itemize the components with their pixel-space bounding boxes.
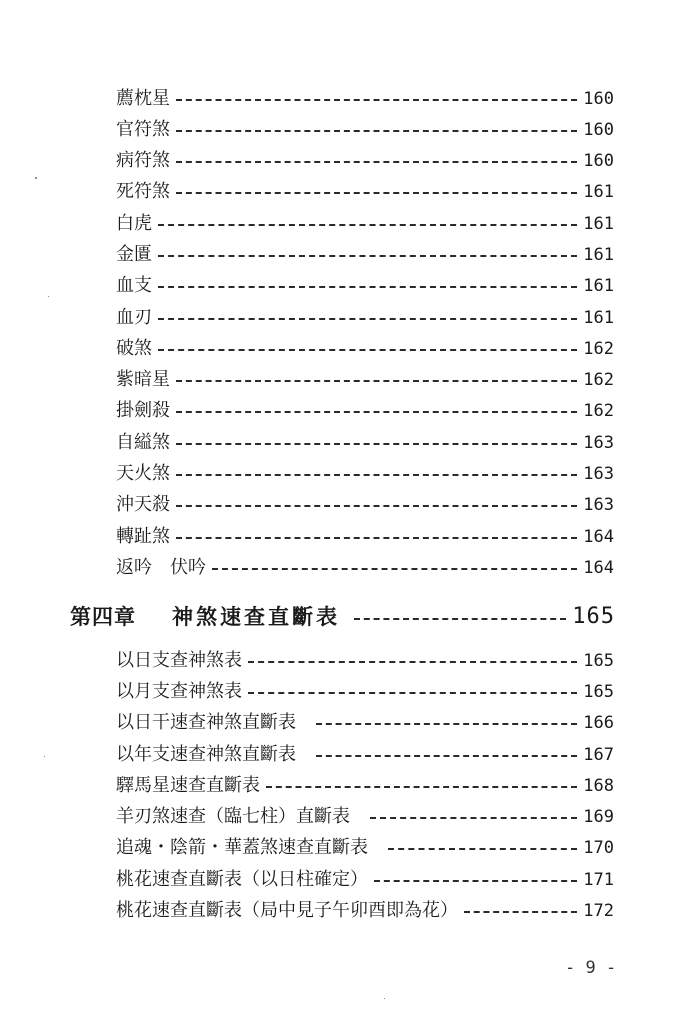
toc-entry-page: 167 (583, 745, 614, 765)
chapter-number: 第四章 (70, 605, 136, 629)
chapter-heading[interactable] (70, 597, 615, 631)
toc-entry-label: 桃花速查直斷表（以日柱確定） (116, 869, 368, 890)
toc-entry[interactable] (116, 675, 614, 703)
toc-entry-label: 自縊煞 (116, 432, 170, 453)
dot-leader (316, 723, 577, 725)
toc-entry[interactable] (116, 831, 614, 859)
toc-entry-label: 薦枕星 (116, 88, 170, 109)
toc-entry-label: 死符煞 (116, 181, 170, 202)
dot-leader (158, 318, 577, 320)
toc-entry-label: 血刃 (116, 307, 152, 328)
toc-entry[interactable] (116, 332, 614, 360)
dot-leader (176, 130, 577, 132)
dot-leader (158, 286, 577, 288)
toc-entry-page: 164 (583, 558, 614, 578)
toc-entry-page: 160 (583, 151, 614, 171)
dot-leader (176, 411, 577, 413)
dot-leader (248, 692, 577, 694)
scan-speck (44, 756, 45, 757)
dot-leader (158, 255, 577, 257)
toc-entry[interactable] (116, 894, 614, 922)
toc-entry-label: 天火煞 (116, 463, 170, 484)
page-number: - 9 - (565, 958, 617, 978)
toc-entry-label: 血支 (116, 275, 152, 296)
toc-entry-page: 162 (583, 401, 614, 421)
toc-entry-page: 169 (583, 807, 614, 827)
toc-entry-label: 病符煞 (116, 150, 170, 171)
toc-entry-label: 金匱 (116, 244, 152, 265)
toc-entry-page: 172 (583, 901, 614, 921)
toc-entry-page: 160 (583, 120, 614, 140)
toc-entry-page: 170 (583, 838, 614, 858)
dot-leader (176, 443, 577, 445)
toc-entry[interactable] (116, 520, 614, 548)
dot-leader (354, 618, 566, 620)
toc-entry[interactable] (116, 238, 614, 266)
toc-entry[interactable] (116, 394, 614, 422)
dot-leader (212, 568, 577, 570)
toc-entry[interactable] (116, 426, 614, 454)
toc-entry[interactable] (116, 82, 614, 110)
dot-leader (176, 537, 577, 539)
toc-entry[interactable] (116, 488, 614, 516)
toc-entry[interactable] (116, 551, 614, 579)
toc-entry-label: 沖天殺 (116, 494, 170, 515)
toc-entry-label: 以年支速查神煞直斷表 (116, 744, 296, 765)
dot-leader (176, 474, 577, 476)
toc-entry[interactable] (116, 706, 614, 734)
dot-leader (370, 817, 577, 819)
dot-leader (158, 349, 577, 351)
scan-speck (35, 177, 37, 179)
toc-entry-label: 以日干速查神煞直斷表 (116, 712, 296, 733)
dot-leader (176, 505, 577, 507)
toc-entry-page: 163 (583, 433, 614, 453)
dot-leader (158, 224, 577, 226)
dot-leader (176, 161, 577, 163)
toc-entry[interactable] (116, 207, 614, 235)
toc-entry[interactable] (116, 301, 614, 329)
dot-leader (388, 848, 577, 850)
scan-speck (48, 296, 49, 297)
dot-leader (316, 755, 577, 757)
toc-entry-label: 官符煞 (116, 119, 170, 140)
toc-entry-page: 161 (583, 182, 614, 202)
dot-leader (464, 911, 577, 913)
toc-entry-page: 168 (583, 776, 614, 796)
toc-entry-label: 掛劍殺 (116, 400, 170, 421)
toc-entry-page: 165 (583, 651, 614, 671)
chapter-title: 神煞速查直斷表 (172, 605, 340, 629)
toc-entry[interactable] (116, 113, 614, 141)
toc-entry[interactable] (116, 457, 614, 485)
toc-entry-page: 161 (583, 214, 614, 234)
toc-entry[interactable] (116, 175, 614, 203)
dot-leader (266, 786, 577, 788)
toc-entry[interactable] (116, 769, 614, 797)
dot-leader (176, 192, 577, 194)
toc-entry-page: 160 (583, 89, 614, 109)
toc-entry[interactable] (116, 363, 614, 391)
toc-entry[interactable] (116, 863, 614, 891)
dot-leader (248, 661, 577, 663)
toc-entry-label: 轉趾煞 (116, 526, 170, 547)
toc-entry-label: 以月支查神煞表 (116, 681, 242, 702)
toc-entry-page: 164 (583, 527, 614, 547)
dot-leader (176, 380, 577, 382)
dot-leader (176, 99, 577, 101)
toc-entry[interactable] (116, 800, 614, 828)
toc-entry-label: 紫暗星 (116, 369, 170, 390)
toc-entry-label: 桃花速查直斷表（局中見子午卯酉即為花） (116, 900, 458, 921)
toc-entry-label: 羊刃煞速查（臨七柱）直斷表 (116, 806, 350, 827)
toc-entry-page: 163 (583, 495, 614, 515)
scan-speck (384, 998, 385, 999)
toc-entry-page: 166 (583, 713, 614, 733)
toc-entry-page: 165 (583, 682, 614, 702)
toc-entry[interactable] (116, 738, 614, 766)
toc-entry[interactable] (116, 144, 614, 172)
toc-entry-page: 161 (583, 245, 614, 265)
chapter-page: 165 (572, 604, 615, 629)
dot-leader (374, 880, 577, 882)
toc-entry-label: 白虎 (116, 213, 152, 234)
toc-entry-page: 171 (583, 870, 614, 890)
toc-entry-label: 追魂・陰箭・華蓋煞速查直斷表 (116, 837, 368, 858)
toc-entry-label: 返吟 伏吟 (116, 557, 206, 578)
toc-entry-page: 162 (583, 370, 614, 390)
toc-entry-label: 驛馬星速查直斷表 (116, 775, 260, 796)
toc-entry[interactable] (116, 269, 614, 297)
toc-entry[interactable] (116, 644, 614, 672)
toc-entry-page: 162 (583, 339, 614, 359)
toc-entry-page: 161 (583, 308, 614, 328)
toc-entry-page: 161 (583, 276, 614, 296)
toc-entry-label: 以日支查神煞表 (116, 650, 242, 671)
toc-entry-label: 破煞 (116, 338, 152, 359)
toc-entry-page: 163 (583, 464, 614, 484)
